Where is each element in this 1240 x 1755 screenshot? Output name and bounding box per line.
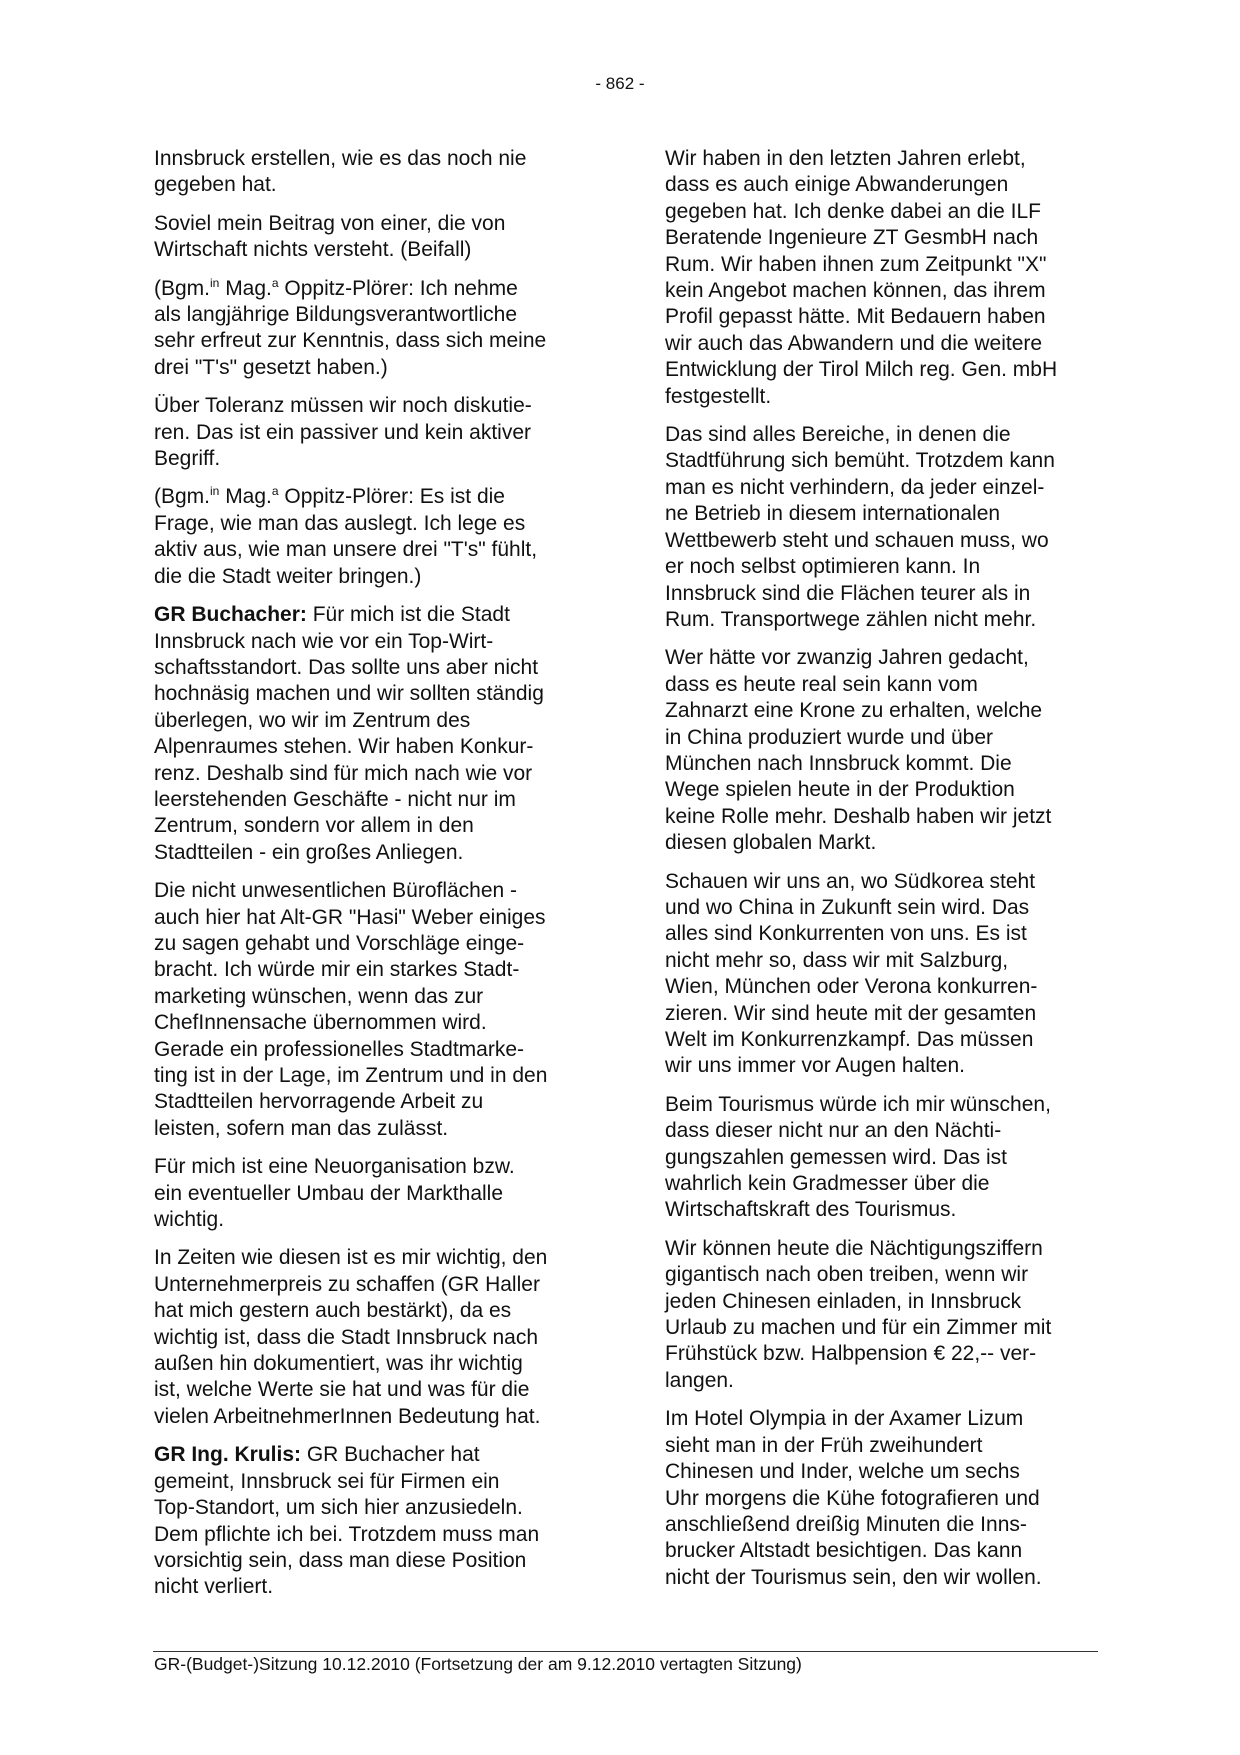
paragraph-line: wahrlich kein Gradmesser über die xyxy=(665,1172,990,1196)
interjection-open: (Bgm. xyxy=(154,485,211,509)
speaker-name: GR Buchacher: xyxy=(154,603,307,627)
paragraph-line: aktiv aus, wie man unsere drei "T's" fühlt, xyxy=(154,538,538,562)
paragraph-line: Im Hotel Olympia in der Axamer Lizum xyxy=(665,1407,1024,1431)
paragraph-line: überlegen, wo wir im Zentrum des xyxy=(154,708,471,732)
paragraph-line: wir uns immer vor Augen halten. xyxy=(665,1054,965,1078)
paragraph-line: wir auch das Abwandern und die weitere xyxy=(665,331,1043,355)
paragraph xyxy=(665,1236,1097,1394)
interjection-title: Mag. xyxy=(219,485,272,509)
paragraph-line: dass es auch einige Abwanderungen xyxy=(665,173,1009,197)
page-number: - 862 - xyxy=(595,74,645,93)
paragraph-line: diesen globalen Markt. xyxy=(665,831,877,855)
interjection-open: (Bgm. xyxy=(154,276,211,300)
paragraph-line: leerstehenden Geschäfte - nicht nur im xyxy=(154,787,516,811)
paragraph-line: drei "T's" gesetzt haben.) xyxy=(154,355,388,379)
superscript-a: a xyxy=(271,275,279,290)
superscript-a: a xyxy=(271,484,279,499)
paragraph-line: leisten, sofern man das zulässt. xyxy=(154,1116,449,1140)
paragraph-line: nicht verliert. xyxy=(154,1575,274,1599)
paragraph-line: ist, welche Werte sie hat und was für die xyxy=(154,1378,530,1402)
paragraph-line: Wirtschaftskraft des Tourismus. xyxy=(665,1198,957,1222)
paragraph-line xyxy=(154,484,586,510)
paragraph-line: Entwicklung der Tirol Milch reg. Gen. mbH xyxy=(665,358,1058,382)
paragraph-line: Beim Tourismus würde ich mir wünschen, xyxy=(665,1092,1051,1116)
paragraph-line: gegeben hat. xyxy=(154,173,277,197)
paragraph-line: Für mich ist eine Neuorganisation bzw. xyxy=(154,1155,515,1179)
paragraph-line: Frage, wie man das auslegt. Ich lege es xyxy=(154,511,526,535)
paragraph-line: jeden Chinesen einladen, in Innsbruck xyxy=(665,1289,1022,1313)
paragraph-line: gungszahlen gemessen wird. Das ist xyxy=(665,1145,1008,1169)
paragraph-line: gegeben hat. Ich denke dabei an die ILF xyxy=(665,199,1041,223)
paragraph-line: langen. xyxy=(665,1368,734,1392)
paragraph-line: schaftsstandort. Das sollte uns aber nicht xyxy=(154,655,539,679)
paragraph-line: Rum. Transportwege zählen nicht mehr. xyxy=(665,607,1037,631)
paragraph-line: Innsbruck sind die Flächen teurer als in xyxy=(665,581,1031,605)
left-text-column xyxy=(154,146,586,1613)
paragraph-line: Schauen wir uns an, wo Südkorea steht xyxy=(665,869,1036,893)
paragraph-line: Soviel mein Beitrag von einer, die von xyxy=(154,211,506,235)
paragraph-line: Alpenraumes stehen. Wir haben Konkur- xyxy=(154,735,534,759)
speaker-paragraph xyxy=(154,1442,586,1600)
paragraph-line: marketing wünschen, wenn das zur xyxy=(154,984,484,1008)
paragraph-line: und wo China in Zukunft sein wird. Das xyxy=(665,895,1030,919)
paragraph-line: als langjährige Bildungsverantwortliche xyxy=(154,303,518,327)
superscript-in: in xyxy=(210,484,220,499)
paragraph-line: nicht mehr so, dass wir mit Salzburg, xyxy=(665,948,1009,972)
paragraph xyxy=(154,393,586,472)
paragraph-line: Uhr morgens die Kühe fotografieren und xyxy=(665,1486,1040,1510)
paragraph-line: ChefInnensache übernommen wird. xyxy=(154,1011,487,1035)
paragraph-line: In Zeiten wie diesen ist es mir wichtig, den xyxy=(154,1246,548,1270)
paragraph-line: wichtig. xyxy=(154,1208,225,1232)
paragraph-line: Wege spielen heute in der Produktion xyxy=(665,778,1015,802)
paragraph xyxy=(154,1245,586,1430)
paragraph-line xyxy=(154,602,586,628)
paragraph-line: Zahnarzt eine Krone zu erhalten, welche xyxy=(665,699,1043,723)
paragraph-line: Das sind alles Bereiche, in denen die xyxy=(665,423,1011,447)
speaker-text: Für mich ist die Stadt xyxy=(306,603,510,627)
paragraph-line: Stadtteilen hervorragende Arbeit zu xyxy=(154,1090,484,1114)
paragraph-line: ting ist in der Lage, im Zentrum und in den xyxy=(154,1064,548,1087)
paragraph-line: Urlaub zu machen und für ein Zimmer mit xyxy=(665,1316,1052,1340)
paragraph xyxy=(665,146,1097,410)
paragraph-line: Stadtführung sich bemüht. Trotzdem kann xyxy=(665,449,1055,473)
paragraph xyxy=(665,645,1097,856)
paragraph-line: Wer hätte vor zwanzig Jahren gedacht, xyxy=(665,646,1029,670)
paragraph-line xyxy=(154,276,586,302)
paragraph-line: Wirtschaft nichts versteht. (Beifall) xyxy=(154,238,472,262)
paragraph-line: gigantisch nach oben treiben, wenn wir xyxy=(665,1263,1029,1287)
paragraph-line: Beratende Ingenieure ZT GesmbH nach xyxy=(665,226,1039,250)
paragraph-line: alles sind Konkurrenten von uns. Es ist xyxy=(665,922,1027,946)
paragraph-line: nicht der Tourismus sein, den wir wollen. xyxy=(665,1565,1042,1589)
paragraph-line: zieren. Wir sind heute mit der gesamten xyxy=(665,1001,1037,1025)
paragraph-line: kein Angebot machen können, das ihrem xyxy=(665,279,1046,303)
paragraph-line: Top-Standort, um sich hier anzusiedeln. xyxy=(154,1496,523,1520)
paragraph-line: Zentrum, sondern vor allem in den xyxy=(154,814,474,838)
paragraph-line: Stadtteilen - ein großes Anliegen. xyxy=(154,840,464,864)
paragraph-line: Über Toleranz müssen wir noch diskutie- xyxy=(154,394,532,418)
paragraph-line: Welt im Konkurrenzkampf. Das müssen xyxy=(665,1028,1034,1051)
paragraph-line: dass dieser nicht nur an den Nächti- xyxy=(665,1119,1002,1143)
paragraph-line: in China produziert wurde und über xyxy=(665,725,994,749)
right-text-column xyxy=(665,146,1097,1603)
paragraph-line: hochnäsig machen und wir sollten ständig xyxy=(154,682,544,706)
paragraph-line: renz. Deshalb sind für mich nach wie vor xyxy=(154,761,533,785)
paragraph-line: Dem pflichte ich bei. Trotzdem muss man xyxy=(154,1522,540,1546)
paragraph-line: vorsichtig sein, dass man diese Position xyxy=(154,1548,527,1572)
paragraph-line: Die nicht unwesentlichen Büroflächen - xyxy=(154,879,518,903)
paragraph xyxy=(154,878,586,1142)
interjection-text: Oppitz-Plörer: Ich nehme xyxy=(278,276,518,300)
interjection-text: Oppitz-Plörer: Es ist die xyxy=(278,485,505,509)
paragraph-line: er noch selbst optimieren kann. In xyxy=(665,555,981,579)
paragraph-line: dass es heute real sein kann vom xyxy=(665,672,978,696)
paragraph xyxy=(154,1154,586,1233)
paragraph xyxy=(154,146,586,199)
paragraph xyxy=(665,1406,1097,1591)
paragraph-line: keine Rolle mehr. Deshalb haben wir jetzt xyxy=(665,804,1052,828)
paragraph-line: brucker Altstadt besichtigen. Das kann xyxy=(665,1539,1023,1563)
paragraph-line: hat mich gestern auch bestärkt), da es xyxy=(154,1299,512,1323)
speaker-name: GR Ing. Krulis: xyxy=(154,1443,301,1467)
paragraph-line: Innsbruck erstellen, wie es das noch nie xyxy=(154,147,527,170)
paragraph-line: ne Betrieb in diesem internationalen xyxy=(665,502,1001,526)
paragraph-line: München nach Innsbruck kommt. Die xyxy=(665,751,1012,775)
paragraph xyxy=(665,422,1097,633)
speaker-paragraph xyxy=(154,602,586,866)
paragraph-line: gemeint, Innsbruck sei für Firmen ein xyxy=(154,1469,500,1493)
superscript-in: in xyxy=(210,275,220,290)
paragraph-line: Unternehmerpreis zu schaffen (GR Haller xyxy=(154,1272,540,1296)
paragraph-line: ein eventueller Umbau der Markthalle xyxy=(154,1181,504,1205)
paragraph-line: Innsbruck nach wie vor ein Top-Wirt- xyxy=(154,629,494,653)
paragraph-line: Begriff. xyxy=(154,447,221,471)
paragraph xyxy=(154,211,586,264)
paragraph-line: Wettbewerb steht und schauen muss, wo xyxy=(665,528,1049,552)
paragraph-line: Gerade ein professionelles Stadtmarke- xyxy=(154,1037,525,1061)
paragraph-line: sieht man in der Früh zweihundert xyxy=(665,1433,983,1457)
paragraph xyxy=(665,869,1097,1080)
paragraph-line: ren. Das ist ein passiver und kein aktiver xyxy=(154,420,532,444)
paragraph-line: Rum. Wir haben ihnen zum Zeitpunkt "X" xyxy=(665,252,1047,276)
paragraph-line: Wir können heute die Nächtigungsziffern xyxy=(665,1236,1043,1260)
paragraph-line xyxy=(154,1442,586,1468)
paragraph-line: sehr erfreut zur Kenntnis, dass sich meine xyxy=(154,329,547,353)
paragraph-line: vielen ArbeitnehmerInnen Bedeutung hat. xyxy=(154,1404,541,1428)
interjection-title: Mag. xyxy=(219,276,272,300)
footer-session-info: GR-(Budget-)Sitzung 10.12.2010 (Fortsetzung der am 9.12.2010 vertagten Sitzung) xyxy=(154,1654,802,1674)
interjection-paragraph xyxy=(154,484,586,590)
paragraph-line: bracht. Ich würde mir ein starkes Stadt- xyxy=(154,958,520,982)
speaker-text: GR Buchacher hat xyxy=(301,1443,480,1467)
paragraph-line: Wien, München oder Verona konkurren- xyxy=(665,975,1038,999)
paragraph-line: festgestellt. xyxy=(665,384,772,408)
interjection-paragraph xyxy=(154,276,586,382)
paragraph-line: wichtig ist, dass die Stadt Innsbruck nach xyxy=(154,1325,539,1349)
paragraph-line: man es nicht verhindern, da jeder einzel- xyxy=(665,475,1045,499)
paragraph-line: Frühstück bzw. Halbpension € 22,-- ver- xyxy=(665,1342,1037,1366)
paragraph-line: anschließend dreißig Minuten die Inns- xyxy=(665,1512,1027,1536)
paragraph-line: auch hier hat Alt-GR "Hasi" Weber einiges xyxy=(154,905,546,929)
paragraph-line: außen hin dokumentiert, was ihr wichtig xyxy=(154,1352,523,1376)
footer-divider xyxy=(153,1651,1098,1652)
paragraph-line: die die Stadt weiter bringen.) xyxy=(154,564,422,588)
paragraph-line: Chinesen und Inder, welche um sechs xyxy=(665,1460,1020,1484)
paragraph-line: Profil gepasst hätte. Mit Bedauern haben xyxy=(665,305,1046,329)
paragraph xyxy=(665,1092,1097,1224)
paragraph-line: zu sagen gehabt und Vorschläge einge- xyxy=(154,931,525,955)
paragraph-line: Wir haben in den letzten Jahren erlebt, xyxy=(665,147,1026,170)
